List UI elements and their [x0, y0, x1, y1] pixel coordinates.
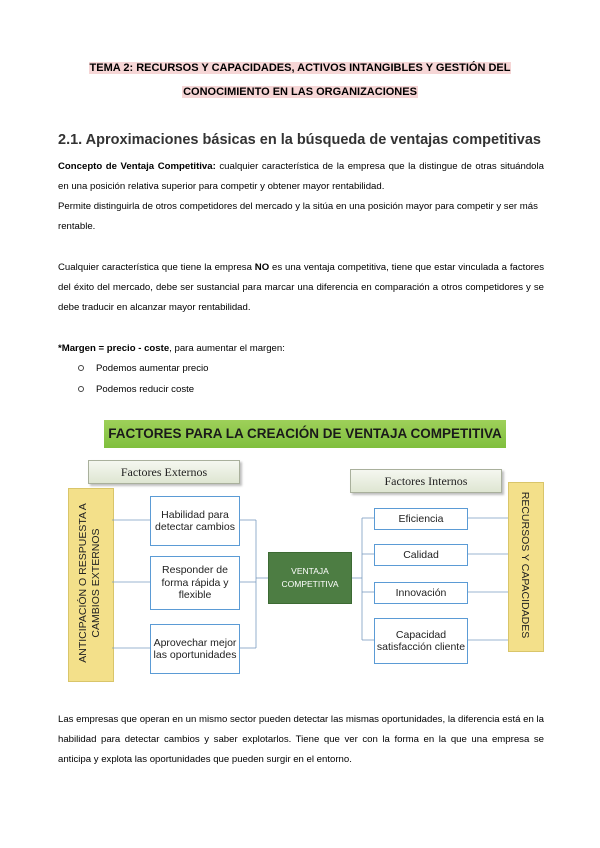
bullet-item: Podemos reducir coste: [78, 384, 194, 395]
internal-factor-box: Calidad: [374, 544, 468, 566]
internal-factor-box: Eficiencia: [374, 508, 468, 530]
paragraph-opportunities: Las empresas que operan en un mismo sector pueden detectar las mismas oportunidades, la diferencia está en la habilidad para detectar cambios y saber explotarlos. Tiene que ver con la forma en la que una empresa se anticipa y explota las oportunidades que pueden surgir en el entorno.: [58, 714, 544, 765]
internal-factors-header: Factores Internos: [350, 469, 502, 493]
document-title-line-2: CONOCIMIENTO EN LAS ORGANIZACIONES: [183, 86, 417, 98]
no-emphasis: NO: [254, 262, 270, 273]
internal-factor-box: Capacidad satisfacción cliente: [374, 618, 468, 664]
margin-line: *Margen = precio - coste, para aumentar el margen:: [58, 343, 285, 354]
right-vertical-label: RECURSOS Y CAPACIDADES: [519, 491, 531, 639]
external-factors-header: Factores Externos: [88, 460, 240, 484]
paragraph-distinguish: Permite distinguirla de otros competidores del mercado y la sitúa en una posición mayor para competir y ser más rentable.: [58, 201, 538, 232]
concept-label: Concepto de Ventaja Competitiva:: [58, 161, 216, 172]
diagram-banner: FACTORES PARA LA CREACIÓN DE VENTAJA COMPETITIVA: [104, 420, 506, 448]
section-heading: 2.1. Aproximaciones básicas en la búsqueda de ventajas competitivas: [58, 132, 541, 148]
margin-label: *Margen = precio - coste: [58, 343, 170, 354]
external-factor-box: Responder de forma rápida y flexible: [150, 556, 240, 610]
external-factor-box: Aprovechar mejor las oportunidades: [150, 624, 240, 674]
left-vertical-label: ANTICIPACIÓN O RESPUESTA A CAMBIOS EXTERNOS: [77, 503, 102, 663]
external-factor-box: Habilidad para detectar cambios: [150, 496, 240, 546]
paragraph-characteristic: Cualquier característica que tiene la empresa NO es una ventaja competitiva, tiene que estar vinculada a factores del éxito del mercado, debe ser sustancial para marcar una diferencia en comparación a otros competidores y se debe traducir en alcanzar mayor rentabilidad.: [58, 262, 544, 313]
internal-factor-box: Innovación: [374, 582, 468, 604]
concept-text: cualquier característica de la empresa que la distingue de otras situándola en una posición relativa superior para competir y obtener mayor rentabilidad.: [58, 161, 544, 192]
competitive-advantage-box: VENTAJA COMPETITIVA: [268, 552, 352, 604]
bullet-item: Podemos aumentar precio: [78, 363, 209, 374]
document-title-line-1: TEMA 2: RECURSOS Y CAPACIDADES, ACTIVOS INTANGIBLES Y GESTIÓN DEL: [89, 62, 511, 74]
